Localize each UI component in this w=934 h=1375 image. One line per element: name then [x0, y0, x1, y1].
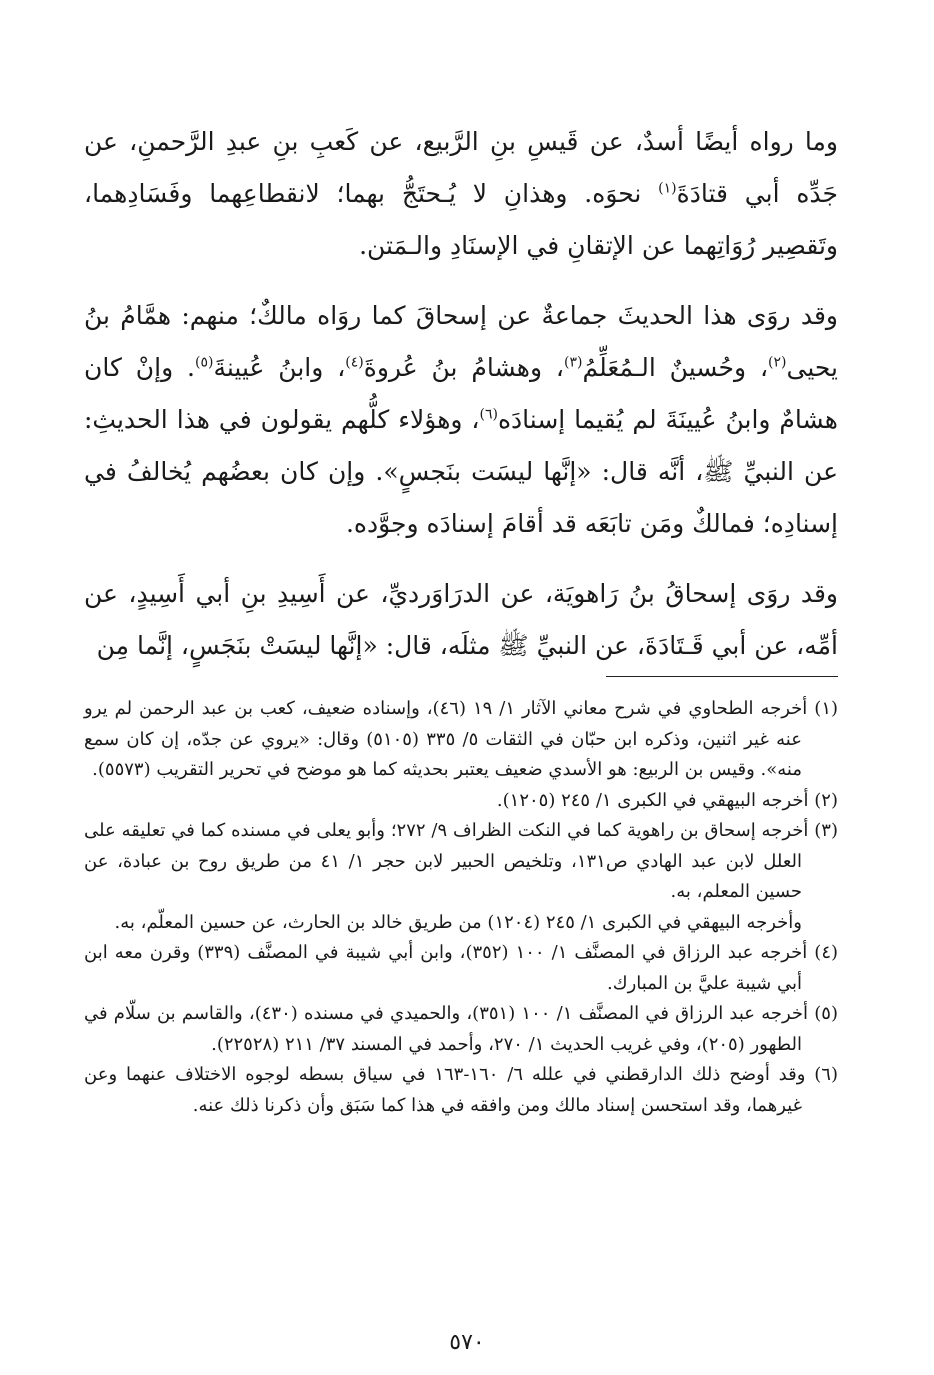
- footnote-ref-2[interactable]: (٢): [768, 354, 787, 371]
- footnote-5: (٥) أخرجه عبد الرزاق في المصنَّف ١/ ١٠٠ (٣٥١)، والحميدي في مسنده (٤٣٠)، والقاسم بن سلّام في الطهور (٢٠٥)، وفي غريب الحديث ١/ ٢٧٠، وأحمد في المسند ٣٧/ ٢١١ (٢٢٥٢٨).: [84, 1003, 838, 1055]
- footnote-ref-1[interactable]: (١): [658, 180, 677, 197]
- footnote-3-continuation: وأخرجه البيهقي في الكبرى ١/ ٢٤٥ (١٢٠٤) من طريق خالد بن الحارث، عن حسين المعلّم، به.: [114, 911, 802, 933]
- page-number: ٥٧٠: [449, 1330, 485, 1355]
- footnote-1: (١) أخرجه الطحاوي في شرح معاني الآثار ١/ ١٩ (٤٦)، وإسناده ضعيف، كعب بن عبد الرحمن لم يرو عنه غير اثنين، وذكره ابن حبّان في الثقات ٥/ ٣٣٥ (٥١٠٥) وقال: «يروي عن جدّه، إن كان سمع منه». وقيس بن الربيع: هو الأسدي ضعيف يعتبر بحديثه كما هو موضح في تحرير التقريب (٥٥٧٣).: [84, 698, 839, 780]
- footnote-4: (٤) أخرجه عبد الرزاق في المصنَّف ١/ ١٠٠ (٣٥٢)، وابن أبي شيبة في المصنَّف (٣٣٩) وقرن معه ابن أبي شيبة عليَّ بن المبارك.: [84, 942, 839, 994]
- paragraph-3: وقد روَى إسحاقُ بنُ رَاهويَة، عن الدرَاوَرديِّ، عن أَسِيدِ بنِ أبي أَسِيدٍ، عن أمِّه، عن أبي قَـتَادَةَ، عن النبيِّ ﷺ مثلَه، قال: «إنَّها ليسَتْ بنَجَسٍ، إنَّما مِن: [84, 579, 838, 660]
- footnote-ref-4[interactable]: (٤): [345, 354, 364, 371]
- footnote-divider: [606, 676, 838, 677]
- footnote-ref-3[interactable]: (٣): [564, 354, 583, 371]
- footnote-3: (٣) أخرجه إسحاق بن راهوية كما في النكت الظراف ٩/ ٢٧٢؛ وأبو يعلى في مسنده كما في تعليقه على العلل لابن عبد الهادي ص١٣١، وتلخيص الحبير لابن حجر ١/ ٤١ من طريق روح بن عبادة، عن حسين المعلم، به.: [84, 820, 838, 902]
- paragraph-1: وما رواه أيضًا أسدٌ، عن قَيسِ بنِ الرَّبيع، عن كَعبِ بنِ عبدِ الرَّحمنِ، عن جَدِّه أبي قتادَةَ$^{(١)}$ نحوَه. وهذانِ لا يُـحتَجُّ بهما؛ لانقطاعِهما وفَسَادِهما، وتَقصِير رُوَاتِهما عن الإتقانِ في الإسنَادِ والـمَتن.: [84, 127, 838, 260]
- footnote-ref-5[interactable]: (٥): [194, 354, 214, 371]
- footnotes-section: [84, 694, 838, 1121]
- main-text: [84, 116, 838, 690]
- paragraph-2: وقد روَى هذا الحديثَ جماعةٌ عن إسحاقَ كما روَاه مالكٌ؛ منهم: همَّامُ بنُ يحيى$^{(٢)}$، وحُسينٌ الـمُعَلِّمُ$^{(٣)}$، وهشامُ بنُ عُروةَ$^{(٤)}$، وابنُ عُيينةَ$^{(٥)}$. وإنْ كان هشامٌ وابنُ عُيينَةَ لم يُقيما إسنادَه$^{(٦)}$، وهؤلاء كلُّهم يقولون في هذا الحديثِ: عن النبيِّ ﷺ، أنَّه قال: «إنَّها ليسَت بنَجسٍ». وإن كان بعضُهم يُخالفُ في إسنادِه؛ فمالكٌ ومَن تابَعَه قد أقامَ إسنادَه وجوَّده.: [84, 301, 838, 538]
- footnote-2: (٢) أخرجه البيهقي في الكبرى ١/ ٢٤٥ (١٢٠٥).: [496, 789, 838, 811]
- footnote-ref-6[interactable]: (٦): [479, 406, 498, 423]
- footnote-6: (٦) وقد أوضح ذلك الدارقطني في علله ٦/ ١٦٠-١٦٣ في سياق بسطه لوجوه الاختلاف عنهما وعن غيرهما، وقد استحسن إسناد مالك ومن وافقه في هذا كما سَبَق وأن ذكرنا ذلك عنه.: [84, 1064, 838, 1116]
